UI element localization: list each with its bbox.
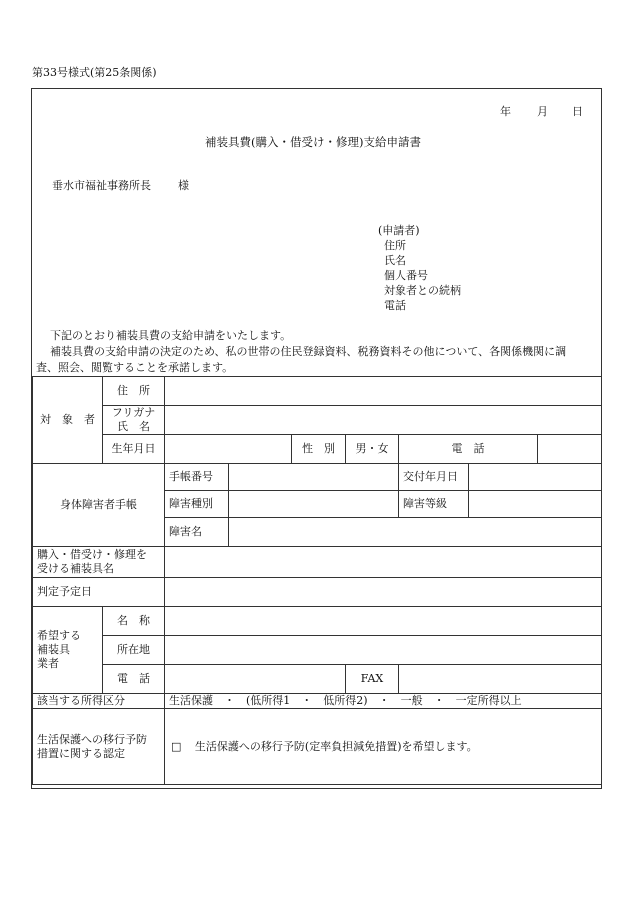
device-label-line-1: 購入・借受け・修理を — [37, 548, 147, 562]
applicant-individual-number-label: 個人番号 — [384, 269, 428, 282]
device-label-line-2: 受ける補装具名 — [37, 562, 114, 575]
vendor-label — [33, 607, 103, 694]
vendor-phone-field[interactable] — [165, 665, 346, 694]
subject-label: 対 象 者 — [33, 377, 103, 464]
fax-label: FAX — [346, 665, 399, 694]
date-day: 日 — [572, 105, 583, 118]
applicant-relationship-label: 対象者との続柄 — [384, 284, 461, 297]
date-month: 月 — [537, 105, 548, 118]
disability-type-field[interactable] — [229, 491, 399, 518]
birthdate-label: 生年月日 — [103, 435, 165, 464]
applicant-address-label: 住所 — [384, 239, 406, 252]
transition-checkbox[interactable]: □ — [171, 739, 182, 753]
income-label: 該当する所得区分 — [33, 694, 165, 709]
disability-type-label: 障害種別 — [165, 491, 229, 518]
vendor-name-field[interactable] — [165, 607, 602, 636]
vendor-location-field[interactable] — [165, 636, 602, 665]
handbook-number-field[interactable] — [229, 464, 399, 491]
statement-line-3: 査、照会、閲覧することを承諾します。 — [36, 361, 234, 374]
statement-line-2: 補装具費の支給申請の決定のため、私の世帯の住民登録資料、税務資料その他について、各関係機関に調 — [50, 345, 567, 358]
disability-grade-field[interactable] — [469, 491, 602, 518]
vendor-name-label: 名 称 — [103, 607, 165, 636]
date-year: 年 — [500, 105, 511, 118]
table-row — [33, 607, 602, 636]
birthdate-field[interactable] — [165, 435, 292, 464]
gender-label: 性 別 — [292, 435, 346, 464]
application-table — [32, 376, 602, 785]
issue-date-field[interactable] — [469, 464, 602, 491]
fax-field[interactable] — [399, 665, 602, 694]
addressee: 垂水市福祉事務所長 — [52, 179, 151, 192]
issue-date-label: 交付年月日 — [399, 464, 469, 491]
subject-address-label: 住 所 — [103, 377, 165, 406]
vendor-location-label: 所在地 — [103, 636, 165, 665]
subject-phone-field[interactable] — [538, 435, 602, 464]
transition-label-line-1: 生活保護への移行予防 — [37, 732, 147, 746]
statement-line-1: 下記のとおり補装具費の支給申請をいたします。 — [50, 329, 292, 342]
subject-name-label — [103, 406, 165, 435]
transition-label — [33, 709, 165, 785]
table-row — [33, 406, 602, 435]
transition-cell — [165, 709, 602, 785]
table-row — [33, 694, 602, 709]
table-row — [33, 464, 602, 491]
vendor-phone-label: 電 話 — [103, 665, 165, 694]
furigana-label: フリガナ — [111, 406, 156, 420]
table-row — [33, 435, 602, 464]
disability-name-field[interactable] — [229, 518, 602, 547]
applicant-name-label: 氏名 — [384, 254, 406, 267]
honorific: 様 — [178, 179, 189, 192]
transition-label-line-2: 措置に関する認定 — [37, 746, 125, 760]
disability-grade-label: 障害等級 — [399, 491, 469, 518]
table-row — [33, 709, 602, 785]
judgment-date-field[interactable] — [165, 578, 602, 607]
table-row — [33, 578, 602, 607]
form-number-label: 第33号様式(第25条関係) — [32, 66, 157, 79]
handbook-number-label: 手帳番号 — [165, 464, 229, 491]
vendor-label-line-3: 業者 — [37, 656, 59, 670]
subject-name-field[interactable] — [165, 406, 602, 435]
gender-options[interactable]: 男・女 — [346, 435, 399, 464]
disability-name-label: 障害名 — [165, 518, 229, 547]
vendor-label-line-2: 補装具 — [37, 643, 70, 657]
device-label — [33, 547, 165, 578]
name-label: 氏 名 — [117, 420, 150, 433]
judgment-date-label: 判定予定日 — [33, 578, 165, 607]
table-row — [33, 665, 602, 694]
income-options[interactable]: 生活保護 ・ (低所得1 ・ 低所得2) ・ 一般 ・ 一定所得以上 — [165, 694, 602, 709]
subject-address-field[interactable] — [165, 377, 602, 406]
applicant-phone-label: 電話 — [384, 299, 406, 312]
table-row — [33, 377, 602, 406]
subject-phone-label: 電 話 — [399, 435, 538, 464]
applicant-block — [378, 225, 461, 315]
applicant-heading: (申請者) — [378, 224, 420, 237]
page-title: 補装具費(購入・借受け・修理)支給申請書 — [205, 135, 421, 149]
table-row — [33, 636, 602, 665]
transition-text: 生活保護への移行予防(定率負担減免措置)を希望します。 — [194, 739, 478, 753]
table-row — [33, 547, 602, 578]
handbook-label: 身体障害者手帳 — [33, 464, 165, 547]
vendor-label-line-1: 希望する — [37, 629, 81, 643]
device-name-field[interactable] — [165, 547, 602, 578]
